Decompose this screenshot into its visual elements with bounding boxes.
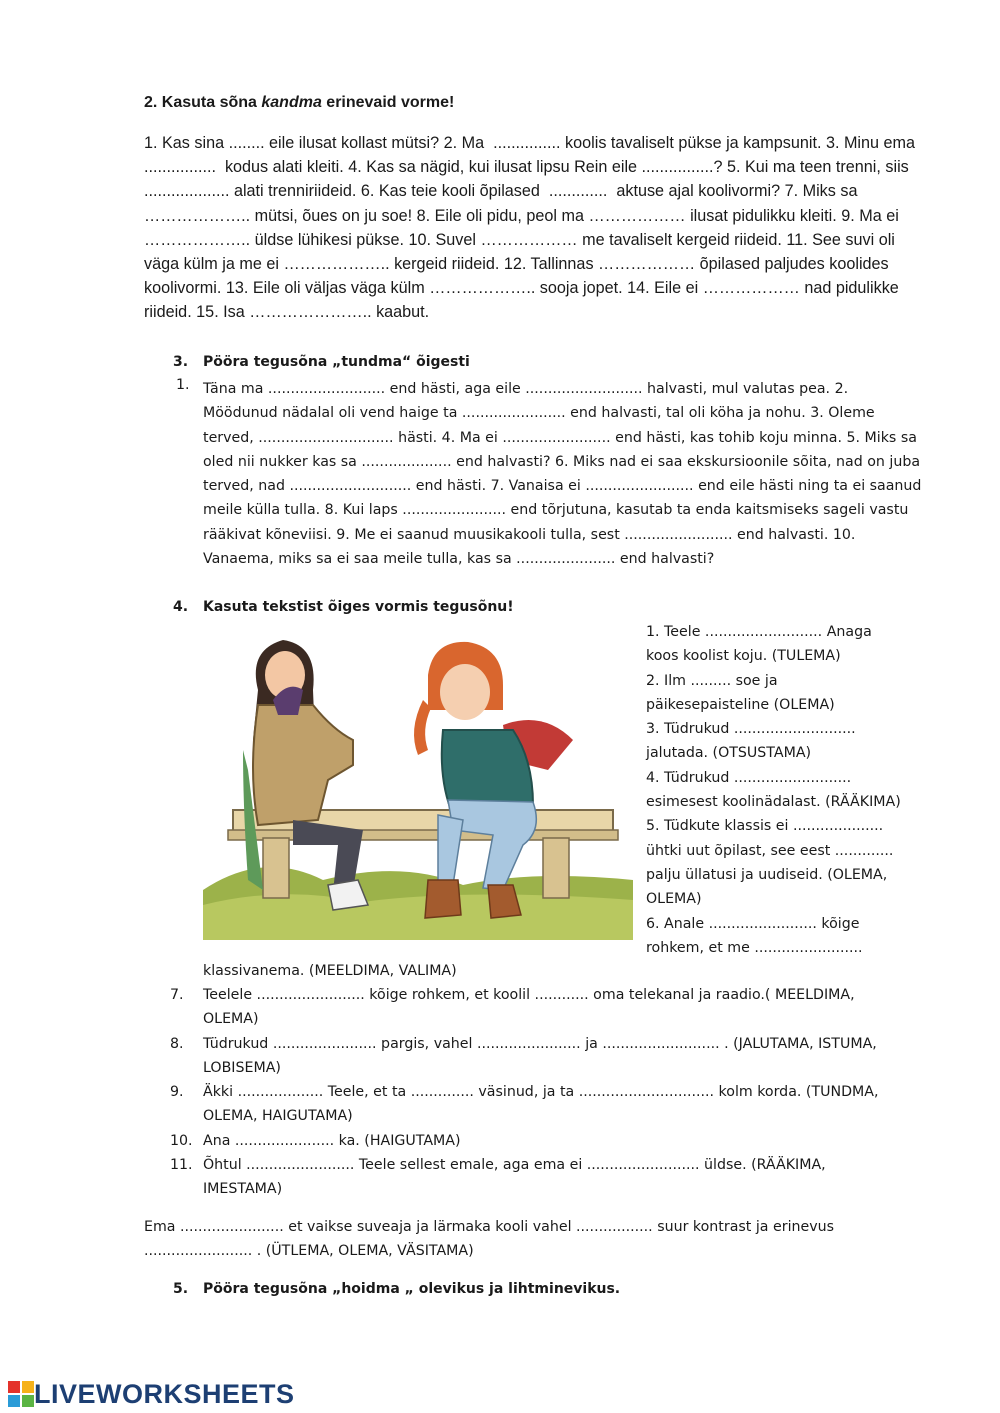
- section-2-title-verb: kandma: [261, 94, 322, 111]
- section-4-line: palju üllatusi ja uudiseid. (OLEMA,: [646, 866, 888, 883]
- list-item: 10. Ana ...................... ka. (HAIGUTAMA): [170, 1132, 461, 1149]
- section-4-line: 4. Tüdrukud ..........................: [646, 769, 852, 786]
- section-4-line: 1. Teele .......................... Anaga: [646, 624, 872, 640]
- section-2-title: 2. Kasuta sõna kandma erinevaid vorme!: [144, 94, 455, 111]
- section-4-line: 3. Tüdrukud ...........................: [646, 721, 856, 738]
- section-4-right-column: [646, 620, 936, 960]
- section-4-line: jalutada. (OTSUSTAMA): [646, 745, 812, 762]
- list-item: 11. Õhtul ........................ Teele sellest emale, aga ema ei ......................... üldse. (RÄÄKIMA, IMESTAMA): [170, 1157, 826, 1198]
- section-4-line: OLEMA): [646, 891, 702, 908]
- list-item: 9. Äkki ................... Teele, et ta .............. väsinud, ja ta .............................. kolm korda. (TUNDMA, OLEMA, HAIGUTAMA): [170, 1084, 879, 1125]
- section-2-exercise-text: 1. Kas sina ........ eile ilusat kollast mütsi? 2. Ma ............... koolis tavaliselt pükse ja kampsunit. 3. Minu ema ................ kodus alati kleiti. 4. Kas sa nägid, kui ilusat lipsu Rein eile ................? 5. Kui ma teen trenni, siis ................... alati trenniriideid. 6. Kas teie kooli õpilased ............. aktuse ajal koolivormi? 7. Miks sa ……………….. mütsi, õues on ju soe! 8. Eile oli pidu, peol ma ……………… ilusat pidulikku kleiti. 9. Ma ei ……………….. üldse lühikesi pükse. 10. Suvel ……………… me tavaliselt kergeid riideid. 11. See suvi oli väga külm ja me ei ……………….. kergeid riideid. 12. Tallinnas ……………… õpilased paljudes koolides koolivormi. 13. Eile oli väljas väga külm ……………….. sooja jopet. 14. Eile ei ……………… nad pidulikke riideid. 15. Isa ………………….. kaabut.: [144, 134, 920, 322]
- list-item: 8. Tüdrukud ....................... pargis, vahel ....................... ja .......................... . (JALUTAMA, ISTUMA, LOBISEMA): [170, 1035, 877, 1076]
- section-3-exercise-text: Täna ma .......................... end hästi, aga eile .......................... halvasti, mul valutas pea. 2. Möödunud nädalal oli vend haige ta ....................... end halvasti, tal oli köha ja nohu. 3. Oleme terved, .............................. hästi. 4. Ma ei ........................ end hästi, kas tohib koju minna. 5. Miks sa oled nii nukker kas sa .................... end halvasti? 6. Miks nad ei saa ekskursioonile sõita, nad on juba terved, nad ........................... end hästi. 7. Vanaisa ei ........................ end eile hästi ning ta ei saanud meile külla tulla. 8. Kui laps ....................... end tõrjutuna, kasutab ta enda kaitsmiseks sageli vastu rääkivat kõneviisi. 9. Me ei saanud muusikakooli tulla, sest ........................ end halvasti. 10. Vanaema, miks sa ei saa meile tulla, kas sa ...................... end halvasti?: [203, 381, 922, 568]
- section-4-line: 5. Tüdkute klassis ei ....................: [646, 818, 884, 835]
- section-4-line: päikesepaisteline (OLEMA): [646, 696, 835, 713]
- two-girls-on-bench-illustration: [203, 630, 633, 940]
- liveworksheets-logo: [8, 1378, 295, 1410]
- section-4-line: 2. Ilm ......... soe ja: [646, 672, 778, 689]
- section-4-line: koos koolist koju. (TULEMA): [646, 648, 841, 665]
- section-4-title: 4. Kasuta tekstist õiges vormis tegusõnu!: [173, 599, 514, 615]
- section-4-line: rohkem, et me ........................: [646, 939, 863, 956]
- liveworksheets-logo-icon: [8, 1381, 34, 1407]
- section-4-line: 6. Anale ........................ kõige: [646, 915, 860, 932]
- section-5-title: 5. Pööra tegusõna „hoidma „ olevikus ja lihtminevikus.: [173, 1281, 621, 1297]
- list-item: 7. Teelele ........................ kõige rohkem, et koolil ............ oma telekanal ja raadio.( MEELDIMA, OLEMA): [170, 987, 855, 1028]
- section-3-title: 3. Pööra tegusõna „tundma“ õigesti: [173, 354, 470, 370]
- section-4-item-6-continuation: klassivanema. (MEELDIMA, VALIMA): [203, 963, 457, 979]
- section-3-item-number: 1.: [176, 377, 190, 393]
- illustration-svg: [203, 630, 633, 940]
- ema-paragraph: Ema ....................... et vaikse suveaja ja lärmaka kooli vahel ................. suur kontrast ja erinevus ........................ . (ÜTLEMA, OLEMA, VÄSITAMA): [144, 1219, 835, 1260]
- section-4-list: [170, 983, 930, 1202]
- section-4-line: esimesest koolinädalast. (RÄÄKIMA): [646, 794, 901, 811]
- section-4-line: ühtki uut õpilast, see eest .............: [646, 842, 894, 859]
- liveworksheets-logo-text: LIVEWORKSHEETS: [34, 1378, 295, 1409]
